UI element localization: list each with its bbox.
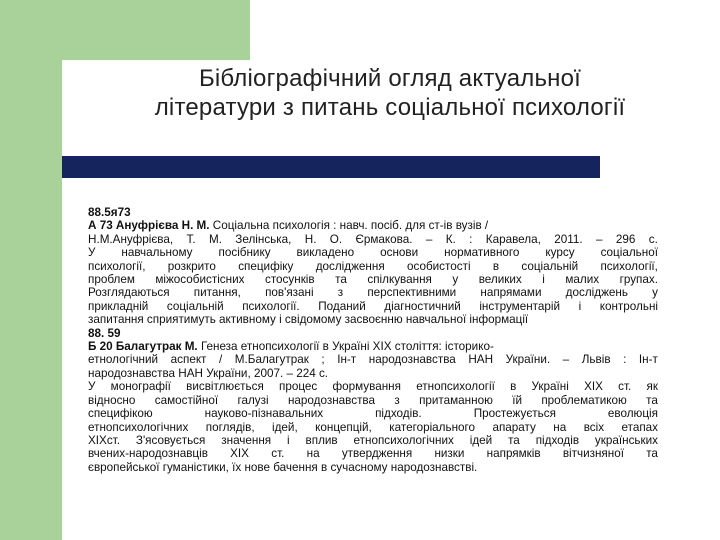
word: соціальній — [166, 299, 224, 313]
word: проблем — [88, 273, 135, 287]
word: з — [337, 286, 344, 300]
word: дослідження — [315, 259, 385, 273]
classification-code: 88.5я73 — [88, 206, 131, 219]
word: Каравела, — [485, 232, 541, 246]
word: У — [88, 380, 96, 394]
word: концепцій, — [315, 420, 372, 434]
word: Т. — [186, 232, 196, 246]
word: соціальній — [521, 259, 579, 273]
word: питання, — [193, 286, 241, 300]
word: М. — [208, 232, 222, 246]
word: з — [394, 393, 400, 407]
bibliography-list — [88, 206, 658, 474]
word: психології, — [88, 259, 146, 273]
word: на — [306, 447, 320, 461]
entry-line — [88, 407, 658, 420]
word: етнопсихологічних — [88, 420, 189, 434]
entry-line: запитання сприятимуть активному і свідомому засвоєнню навчальної інформації — [88, 313, 529, 327]
call-number-author: А 73 Ануфрієва Н. М. — [88, 219, 210, 233]
entry-line — [88, 273, 658, 286]
word: – — [562, 353, 570, 367]
word: діагностичний — [384, 299, 461, 313]
word: стосунків — [264, 273, 315, 287]
word: ; — [321, 353, 325, 367]
word: апарату — [492, 420, 536, 434]
word: українських — [594, 433, 658, 447]
word: 296 — [615, 232, 636, 246]
word: категоріального — [389, 420, 476, 434]
word: у — [452, 273, 459, 287]
word: У — [88, 246, 96, 260]
word: досліджень — [565, 286, 628, 300]
decorative-top-block — [0, 0, 250, 60]
word: ст. — [618, 380, 632, 394]
word: основи — [380, 246, 419, 260]
word: психології, — [600, 259, 658, 273]
entry-line — [88, 353, 658, 366]
call-number-author: Б 20 Балагутрак М. — [88, 340, 198, 354]
word: і — [578, 299, 582, 313]
word: Простежується — [473, 407, 556, 421]
word: : — [623, 353, 627, 367]
entry-heading — [88, 340, 658, 353]
word: Зелінська, — [235, 232, 292, 246]
word: спілкування — [367, 273, 432, 287]
entry-line — [88, 380, 658, 393]
word: інструментарій — [479, 299, 560, 313]
word: – — [425, 232, 433, 246]
word: : — [469, 232, 473, 246]
word: XIX — [230, 447, 249, 461]
word: психології. — [242, 299, 300, 313]
word: Ін-т — [337, 353, 357, 367]
entry-line — [88, 300, 658, 313]
word: етнопсихології — [416, 380, 495, 394]
word: XIX — [584, 380, 603, 394]
word: напрямків — [486, 447, 541, 461]
word: навчальному — [121, 246, 193, 260]
entry-line: народознавства НАН України, 2007. – 224 с. — [88, 366, 329, 380]
word: ст. — [271, 447, 285, 461]
word: 2011. — [554, 232, 583, 246]
word: на — [553, 420, 567, 434]
word: в — [492, 259, 500, 273]
word: викладено — [296, 246, 355, 260]
classification-code: 88. 59 — [88, 326, 121, 340]
word: соціальної — [600, 246, 658, 260]
word: етнопсихологічних — [353, 433, 454, 447]
word: / — [218, 353, 223, 367]
word: пов'язані — [265, 286, 314, 300]
word: О. — [329, 232, 343, 246]
word: процес — [279, 380, 318, 394]
entry-heading — [88, 219, 658, 232]
word: народознавства — [368, 353, 456, 367]
word: нормативного — [444, 246, 520, 260]
word: великих — [478, 273, 522, 287]
word: значення — [221, 433, 272, 447]
word: та — [646, 447, 658, 461]
word: етапах — [621, 420, 658, 434]
word: в — [510, 380, 517, 394]
word: вчених-народознавців — [88, 447, 208, 461]
word: їй — [512, 393, 522, 407]
word: Ін-т — [638, 353, 658, 367]
word: малих — [565, 273, 600, 287]
entry-title: Соціальна психологія : навч. посіб. для ст-ів вузів / — [212, 219, 489, 233]
word: проблематикою — [541, 393, 627, 407]
word: науково-пізнавальних — [204, 407, 324, 421]
title-divider-bar — [62, 156, 600, 178]
word: специфіку — [238, 259, 294, 273]
word: формування — [332, 380, 401, 394]
entry-line — [88, 447, 658, 460]
word: посібнику — [218, 246, 271, 260]
word: підходів — [535, 433, 580, 447]
word: розкрито — [167, 259, 216, 273]
word: – — [595, 232, 603, 246]
entry-line — [88, 260, 658, 273]
word: низки — [434, 447, 465, 461]
word: Єрмакова. — [355, 232, 413, 246]
word: вітчизняної — [562, 447, 624, 461]
word: і — [542, 273, 545, 287]
entry-line — [88, 394, 658, 407]
word: перспективними — [367, 286, 457, 300]
word: та — [335, 273, 347, 287]
word: самостійної — [154, 393, 219, 407]
word: контрольні — [599, 299, 658, 313]
word: відносно — [88, 393, 136, 407]
word: підходів. — [375, 407, 422, 421]
word: с. — [648, 232, 658, 246]
word: Розглядаються — [88, 286, 170, 300]
word: та — [508, 433, 520, 447]
word: всіх — [583, 420, 605, 434]
word: XIXст. — [88, 433, 120, 447]
word: галузі — [237, 393, 269, 407]
word: напрямами — [480, 286, 542, 300]
word: аспект — [170, 353, 207, 367]
word: К. — [445, 232, 456, 246]
title-line-2: літератури з питань соціальної психології — [154, 94, 626, 121]
entry-title: Генеза етнопсихології в Україні XIX століття: історико- — [200, 340, 494, 354]
word: еволюція — [607, 407, 658, 421]
word: ідей — [469, 433, 493, 447]
word: як — [646, 380, 658, 394]
word: України. — [505, 353, 551, 367]
entry-line — [88, 233, 658, 246]
word: НАН — [468, 353, 494, 367]
word: Львів — [581, 353, 611, 367]
word: Н.М.Ануфрієва, — [88, 232, 174, 246]
page-title — [70, 64, 710, 122]
decorative-side-band — [0, 0, 62, 540]
bibliography-entry — [88, 206, 658, 327]
word: висвітлюється — [186, 380, 264, 394]
word: Поданий — [318, 299, 366, 313]
word: особистості — [406, 259, 471, 273]
word: М.Балагутрак — [234, 353, 309, 367]
title-line-1: Бібліографічний огляд актуальної — [198, 65, 582, 92]
word: монографії — [110, 380, 171, 394]
word: вплив — [305, 433, 338, 447]
word: ідей, — [272, 420, 298, 434]
word: у — [652, 286, 658, 300]
word: утвердження — [341, 447, 413, 461]
entry-line — [88, 434, 658, 447]
word: народознавства — [287, 393, 376, 407]
word: поглядів, — [205, 420, 255, 434]
word: та — [646, 393, 658, 407]
entry-line: європейської гуманістики, їх нове бачення в сучасному народознавстві. — [88, 460, 478, 474]
word: прикладній — [88, 299, 149, 313]
entry-line — [88, 421, 658, 434]
word: міжособистісних — [155, 273, 245, 287]
bibliography-entry — [88, 327, 658, 474]
word: курсу — [545, 246, 575, 260]
word: Н. — [304, 232, 317, 246]
word: етнологічний — [88, 353, 159, 367]
entry-line — [88, 246, 658, 259]
word: Україні — [531, 380, 569, 394]
word: притаманною — [419, 393, 493, 407]
word: групах. — [619, 273, 658, 287]
entry-line — [88, 286, 658, 299]
word: і — [287, 433, 290, 447]
word: специфікою — [88, 407, 153, 421]
word: З'ясовується — [135, 433, 206, 447]
